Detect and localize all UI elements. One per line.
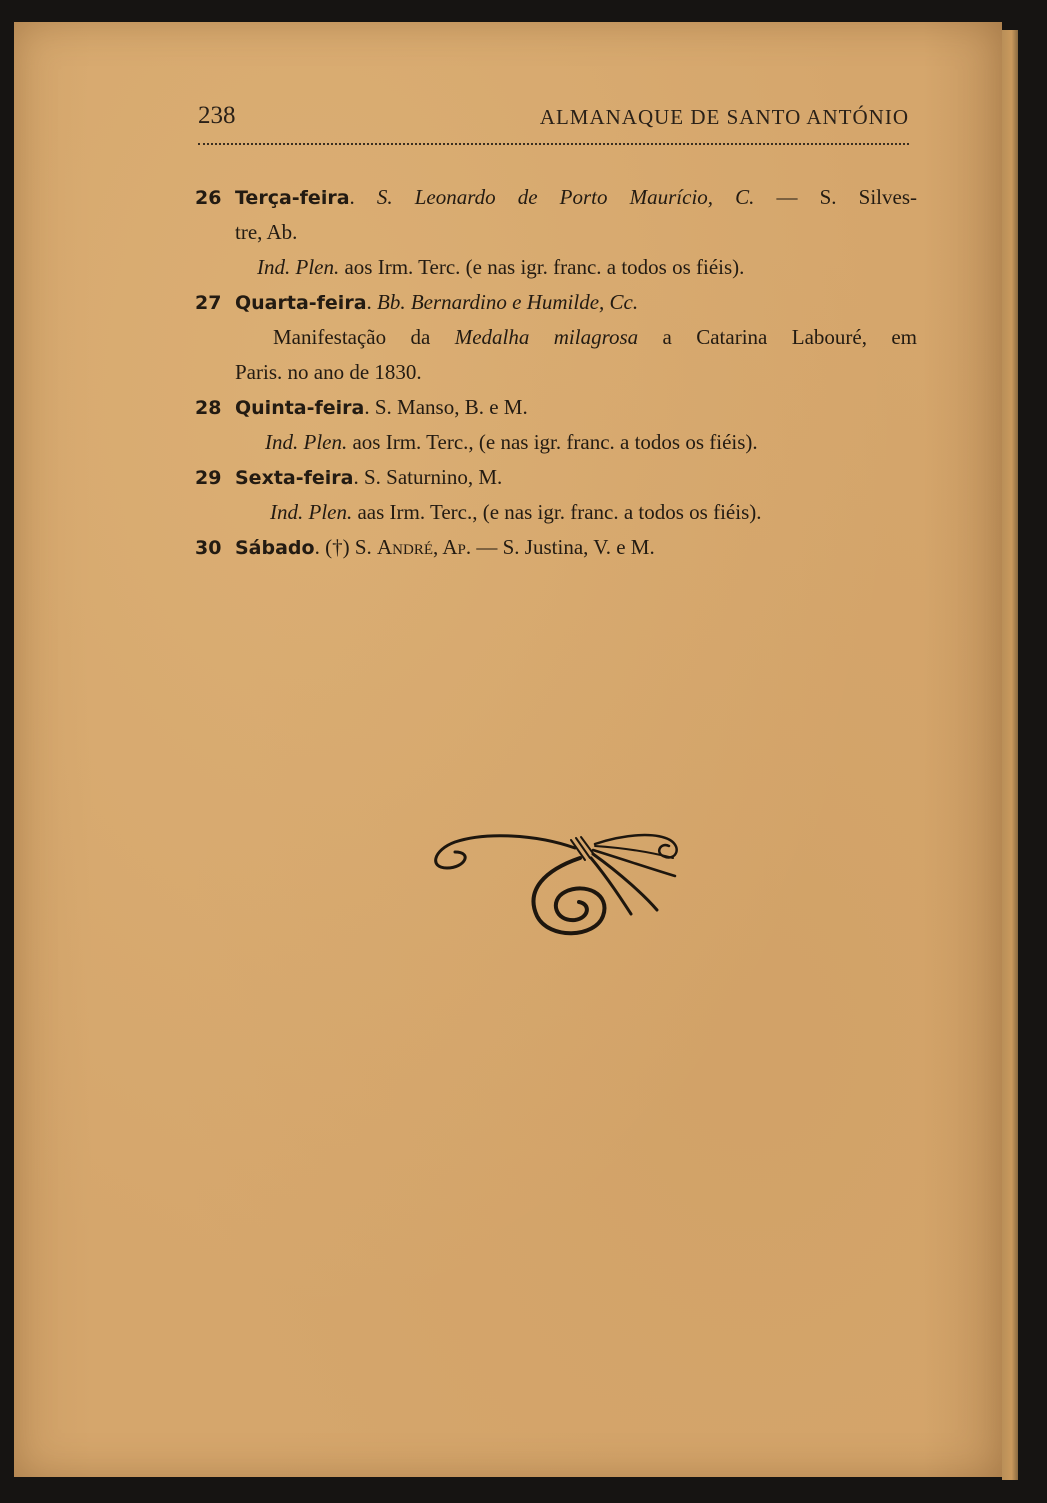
saint-name: S. Leonardo de Porto Maurício, C.: [376, 185, 755, 209]
indulgence-text: aos Irm. Terc., (e nas igr. franc. a todos os fiéis).: [347, 430, 758, 454]
weekday: Quinta-feira: [235, 397, 365, 419]
indulgence-line: [195, 425, 917, 460]
separator: .: [366, 290, 378, 314]
weekday: Sexta-feira: [235, 467, 354, 489]
fleuron-ornament: [425, 830, 695, 950]
day-number: 26: [195, 187, 222, 209]
entry-text: S. Manso, B. e M.: [374, 395, 528, 419]
day-number: 29: [195, 467, 222, 489]
day-number: 30: [195, 537, 222, 559]
entry-30: [195, 530, 917, 565]
saint-name: Bb. Bernardino e Humilde, Cc.: [377, 290, 639, 314]
weekday: Terça-feira: [235, 187, 350, 209]
saint-name-smallcaps: André, Ap.: [377, 535, 472, 559]
indulgence-line: [195, 250, 917, 285]
separator: .: [349, 185, 377, 209]
entry-text: S. Saturnino, M.: [363, 465, 503, 489]
entry-text: — S. Silves-: [754, 185, 917, 209]
entry-28: [195, 390, 917, 425]
entry-29: [195, 460, 917, 495]
indulgence-label: Ind. Plen.: [257, 255, 340, 279]
note-text: Paris. no ano de 1830.: [235, 360, 422, 384]
day-number: 27: [195, 292, 222, 314]
entry-27: [195, 285, 917, 320]
indulgence-text: aas Irm. Terc., (e nas igr. franc. a todos os fiéis).: [352, 500, 762, 524]
indulgence-label: Ind. Plen.: [270, 500, 353, 524]
entry-26-continuation: [195, 215, 917, 250]
note-italic: Medalha milagrosa: [454, 325, 639, 349]
running-title: ALMANAQUE DE SANTO ANTÓNIO: [539, 105, 909, 129]
separator: .: [364, 395, 375, 419]
note-line: [195, 320, 917, 355]
note-continuation: [195, 355, 917, 390]
indulgence-line: [195, 495, 917, 530]
entry-text: (†) S.: [325, 535, 378, 559]
next-page-edge: [1002, 30, 1018, 1480]
calendar-entries: [195, 180, 917, 565]
indulgence-text: aos Irm. Terc. (e nas igr. franc. a todos os fiéis).: [339, 255, 745, 279]
running-header: [198, 100, 909, 140]
indulgence-label: Ind. Plen.: [265, 430, 348, 454]
note-text: Manifestação da: [273, 325, 455, 349]
day-number: 28: [195, 397, 222, 419]
header-rule: [198, 143, 909, 145]
page-number: 238: [198, 102, 236, 129]
note-text: a Catarina Labouré, em: [638, 325, 917, 349]
separator: .: [314, 535, 326, 559]
separator: .: [353, 465, 364, 489]
entry-26: [195, 180, 917, 215]
entry-text: — S. Justina, V. e M.: [471, 535, 655, 559]
entry-text: tre, Ab.: [235, 220, 298, 244]
weekday: Quarta-feira: [235, 292, 367, 314]
weekday: Sábado: [235, 537, 315, 559]
